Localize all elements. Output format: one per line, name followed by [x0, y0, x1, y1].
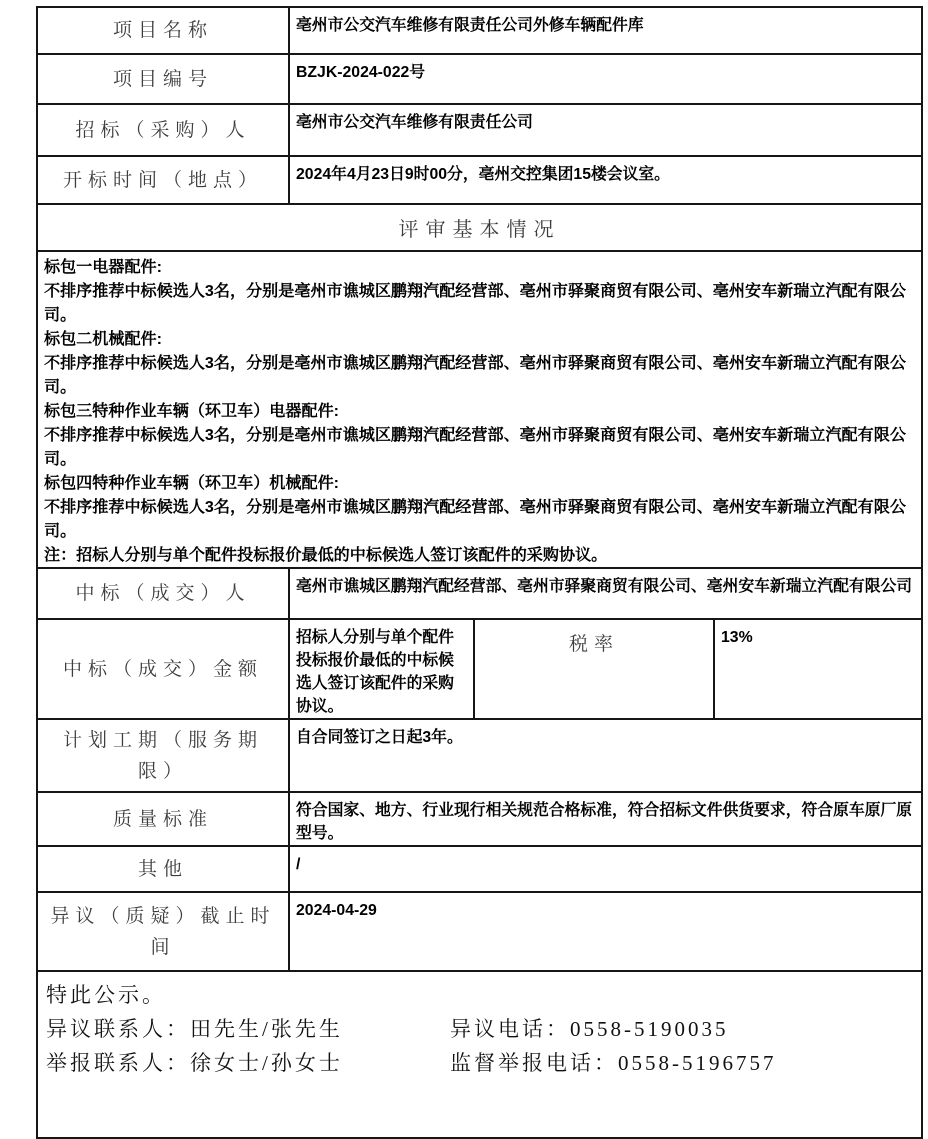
- tax-rate-value: 13%: [714, 619, 922, 719]
- table-row: [37, 7, 922, 54]
- purchaser-value: 亳州市公交汽车维修有限责任公司: [289, 104, 922, 156]
- table-row: [37, 156, 922, 204]
- review-line: 标包三特种作业车辆（环卫车）电器配件:: [44, 402, 340, 420]
- project-number-value: BZJK-2024-022号: [289, 54, 922, 104]
- bid-opening-label: 开标时间（地点）: [37, 156, 289, 204]
- purchaser-label: 招标（采购）人: [37, 104, 289, 156]
- other-label: 其他: [37, 846, 289, 892]
- report-contact: 举报联系人：徐女士/孙女士: [46, 1051, 343, 1075]
- table-row: [37, 971, 922, 1138]
- footer-report-line: [46, 1050, 913, 1076]
- tax-rate-label: 税率: [474, 619, 714, 719]
- review-section-header: 评审基本情况: [37, 204, 922, 251]
- table-row: [37, 104, 922, 156]
- footer-cell: [37, 971, 922, 1138]
- table-row: [37, 54, 922, 104]
- award-amount-label: 中标（成交）金额: [37, 619, 289, 719]
- objection-phone: 异议电话：0558-5190035: [450, 1017, 729, 1041]
- objection-contact: 异议联系人：田先生/张先生: [46, 1017, 343, 1041]
- table-row: [37, 619, 922, 719]
- plan-period-value: 自合同签订之日起3年。: [289, 719, 922, 792]
- project-name-value: 亳州市公交汽车维修有限责任公司外修车辆配件库: [289, 7, 922, 54]
- objection-deadline-label: 异议（质疑）截止时间: [37, 892, 289, 971]
- plan-period-label: 计划工期（服务期限）: [37, 719, 289, 792]
- winner-label: 中标（成交）人: [37, 568, 289, 619]
- table-row: [37, 792, 922, 846]
- table-row: [37, 251, 922, 568]
- review-line: 不排序推荐中标候选人3名，分别是亳州市谯城区鹏翔汽配经营部、亳州市驿聚商贸有限公司、亳州安车新瑞立汽配有限公司。: [44, 426, 906, 468]
- review-line: 不排序推荐中标候选人3名，分别是亳州市谯城区鹏翔汽配经营部、亳州市驿聚商贸有限公司、亳州安车新瑞立汽配有限公司。: [44, 282, 906, 324]
- report-phone: 监督举报电话：0558-5196757: [450, 1051, 777, 1075]
- table-row: [37, 204, 922, 251]
- review-line: 不排序推荐中标候选人3名，分别是亳州市谯城区鹏翔汽配经营部、亳州市驿聚商贸有限公司、亳州安车新瑞立汽配有限公司。: [44, 354, 906, 396]
- quality-standard-label: 质量标准: [37, 792, 289, 846]
- review-line: 注：招标人分别与单个配件投标报价最低的中标候选人签订该配件的采购协议。: [44, 546, 608, 564]
- review-line: 标包一电器配件:: [44, 258, 163, 276]
- quality-standard-value: 符合国家、地方、行业现行相关规范合格标准，符合招标文件供货要求，符合原车原厂原型号。: [289, 792, 922, 846]
- winner-value: 亳州市谯城区鹏翔汽配经营部、亳州市驿聚商贸有限公司、亳州安车新瑞立汽配有限公司: [289, 568, 922, 619]
- review-content-cell: [37, 251, 922, 568]
- table-row: [37, 846, 922, 892]
- table-row: [37, 892, 922, 971]
- review-line: 标包四特种作业车辆（环卫车）机械配件:: [44, 474, 340, 492]
- review-line: 不排序推荐中标候选人3名，分别是亳州市谯城区鹏翔汽配经营部、亳州市驿聚商贸有限公司、亳州安车新瑞立汽配有限公司。: [44, 498, 906, 540]
- table-row: [37, 719, 922, 792]
- award-amount-value: 招标人分别与单个配件投标报价最低的中标候选人签订该配件的采购协议。: [289, 619, 474, 719]
- project-name-label: 项目名称: [37, 7, 289, 54]
- announcement-table: [36, 6, 923, 1139]
- footer-notice: 特此公示。: [46, 983, 166, 1007]
- project-number-label: 项目编号: [37, 54, 289, 104]
- objection-deadline-value: 2024-04-29: [289, 892, 922, 971]
- bid-opening-value: 2024年4月23日9时00分，亳州交控集团15楼会议室。: [289, 156, 922, 204]
- table-row: [37, 568, 922, 619]
- review-line: 标包二机械配件:: [44, 330, 163, 348]
- footer-objection-line: [46, 1016, 913, 1042]
- other-value: /: [289, 846, 922, 892]
